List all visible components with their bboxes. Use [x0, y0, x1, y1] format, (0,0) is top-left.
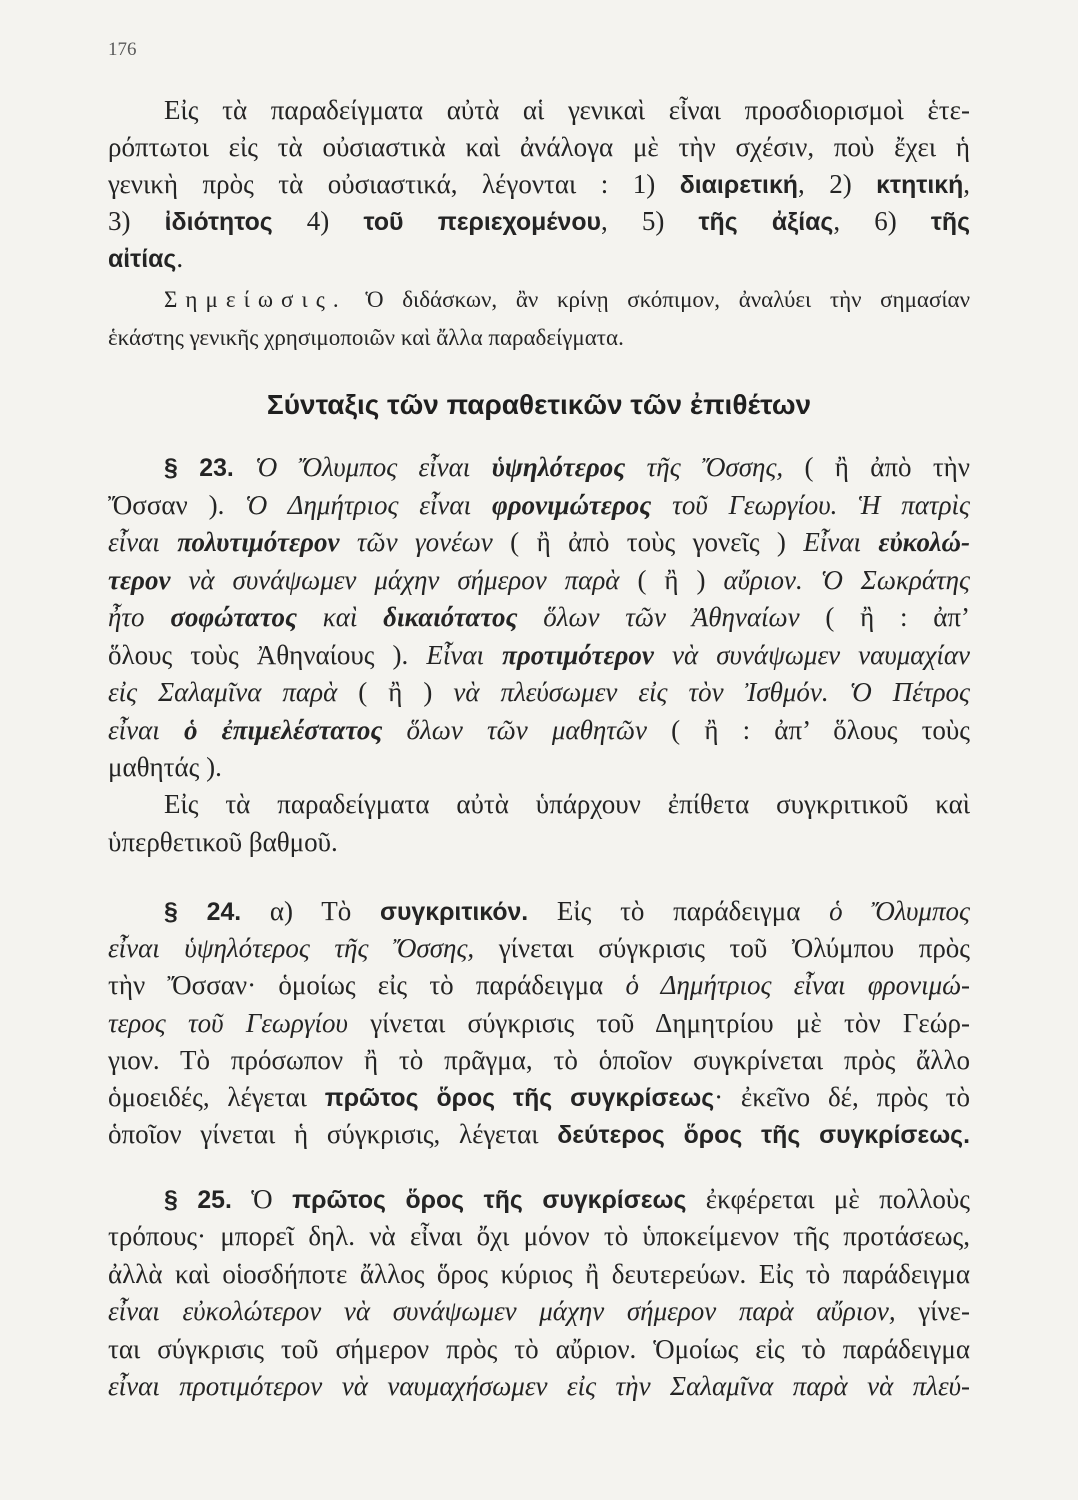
text-run: ὁμοειδές, λέγεται — [108, 1081, 325, 1112]
text-line — [108, 674, 970, 712]
line-text — [108, 1293, 970, 1330]
text-run: , — [963, 169, 971, 199]
bold-term: διαιρετική — [679, 172, 798, 199]
line-text — [108, 166, 970, 204]
line-text — [108, 129, 970, 166]
italic-example: τερος τοῦ Γεωργίου — [108, 1007, 348, 1038]
text-run: γενικὴ πρὸς τὰ οὐσιαστικά, λέγονται : 1) — [108, 169, 680, 199]
text-run: ( ἢ : ἀπ’ — [799, 602, 971, 632]
bold-term: αἰτίας — [108, 246, 177, 273]
bold-term: τοῦ περιεχομένου — [363, 209, 601, 236]
line-text — [108, 203, 970, 241]
section-23 — [108, 449, 970, 787]
line-text — [164, 893, 970, 931]
emphasized-adjective: ὁ ἐπιμελέστατος — [183, 714, 383, 745]
italic-example: εἶναι — [108, 527, 178, 557]
line-text — [108, 1005, 970, 1042]
line-text — [108, 967, 970, 1004]
text-line — [108, 240, 970, 277]
bold-term: ἰδιότητος — [164, 209, 273, 236]
text-run: ( ἢ ἀπὸ τὴν — [783, 452, 970, 482]
text-run: τρόπους· μπορεῖ δηλ. νὰ εἶναι ὄχι μόνον τὸ ὑποκείμενον τῆς προτάσεως, — [108, 1221, 970, 1252]
text-line — [108, 1331, 970, 1368]
line-text — [108, 1331, 970, 1368]
section-25 — [108, 1181, 970, 1405]
text-run: ἐκφέρεται μὲ πολλοὺς — [686, 1184, 970, 1214]
text-line — [108, 487, 970, 525]
text-run: ( ἢ ἀπὸ τοὺς γονεῖς ) — [492, 527, 804, 557]
italic-example: ὁ Ὄλυμπος — [829, 896, 970, 926]
text-line — [108, 1368, 970, 1405]
text-run: Εἰς τὰ παραδείγματα αὐτὰ αἱ γενικαὶ εἶναι προσδιορισμοὶ ἑτε- — [164, 95, 970, 125]
line-text — [108, 824, 338, 862]
italic-example: νὰ συνάψωμεν ναυμαχίαν — [653, 639, 970, 670]
line-text — [108, 749, 222, 787]
text-run: γιον. Τὸ πρόσωπον ἢ τὸ πρᾶγμα, τὸ ὁποῖον συγκρίνεται πρὸς ἄλλο — [108, 1044, 970, 1075]
text-line — [108, 786, 970, 824]
text-run: ὑπερθετικοῦ βαθμοῦ. — [108, 826, 338, 857]
bold-term: τῆς — [930, 209, 970, 236]
bold-term: δεύτερος ὅρος τῆς συγκρίσεως. — [557, 1122, 970, 1150]
line-text — [108, 1368, 970, 1405]
section-number: § 25. — [164, 1187, 232, 1214]
text-line — [108, 1218, 970, 1255]
italic-example: Ὁ Ὄλυμπος εἶναι — [233, 452, 492, 482]
italic-example: τῆς Ὄσσης, — [625, 452, 784, 482]
text-line — [108, 599, 970, 637]
text-line — [108, 562, 970, 600]
line-text — [164, 786, 970, 824]
text-line — [108, 129, 970, 166]
line-text — [164, 92, 970, 129]
text-run: μαθητάς ). — [108, 752, 222, 782]
text-line — [108, 1181, 970, 1218]
text-run: ( ἢ ) — [619, 564, 724, 595]
text-run: α) Τὸ — [241, 896, 380, 926]
page-number: 176 — [108, 39, 137, 60]
text-run: γίνεται σύγκρισις τοῦ Δημητρίου μὲ τὸν Γεώρ- — [347, 1007, 971, 1038]
text-line — [108, 449, 970, 487]
italic-example: ἦτο — [108, 602, 171, 632]
line-text — [108, 712, 970, 750]
italic-example: τῶν γονέων — [339, 527, 493, 557]
section-number: § 23. — [164, 455, 234, 482]
text-line — [108, 712, 970, 750]
emphasized-adjective: τερον — [108, 564, 171, 595]
italic-example: Εἶναι — [426, 639, 503, 670]
section-heading: Σύνταξις τῶν παραθετικῶν τῶν ἐπιθέτων — [266, 389, 812, 420]
italic-example: ὅλων τῶν μαθητῶν — [382, 714, 647, 745]
text-line — [108, 930, 970, 967]
italic-example: ὁ Δημήτριος εἶναι φρονιμώ- — [625, 970, 970, 1001]
italic-example: εἶναι ὑψηλότερος τῆς Ὄσσης, — [108, 933, 475, 964]
line-text — [108, 674, 970, 712]
line-text — [108, 637, 970, 675]
line-text — [108, 1218, 970, 1255]
text-run: 3) — [108, 206, 165, 236]
text-line — [108, 749, 970, 787]
intro-paragraph — [108, 92, 970, 277]
text-run: τὴν Ὄσσαν· ὁμοίως εἰς τὸ παράδειγμα — [108, 970, 626, 1001]
text-run: ( ἢ ) — [337, 677, 454, 707]
text-line — [108, 1079, 970, 1116]
bold-term: συγκριτικόν. — [379, 899, 529, 926]
text-line — [108, 1042, 970, 1079]
text-line — [108, 1005, 970, 1042]
text-line — [108, 824, 970, 862]
italic-example: νὰ συνάψωμεν μάχην σήμερον παρὰ — [170, 564, 620, 595]
emphasized-adjective: προτιμότερον — [502, 639, 654, 670]
text-run: Ὁ διδάσκων, ἂν κρίνῃ σκόπιμον, ἀναλύει τὴν σημασίαν — [346, 287, 970, 312]
line-text — [108, 487, 970, 525]
text-line — [108, 281, 970, 319]
emphasized-adjective: πολυτιμότερον — [177, 527, 340, 557]
text-line — [108, 524, 970, 562]
text-run: ὁποῖον γίνεται ἡ σύγκρισις, λέγεται — [108, 1119, 558, 1150]
text-run: Ὄσσαν ). — [108, 489, 246, 520]
emphasized-adjective: ὑψηλότερος — [491, 452, 626, 482]
emphasized-adjective: δικαιότατος — [383, 602, 518, 632]
text-line — [108, 637, 970, 675]
degrees-paragraph — [108, 786, 970, 861]
line-text — [108, 524, 970, 562]
text-run: Ὁ — [231, 1184, 293, 1214]
bold-term: τῆς ἀξίας — [698, 209, 834, 236]
note-label: Σημείωσις. — [164, 287, 347, 312]
italic-example: εἶναι προτιμότερον νὰ ναυμαχήσωμεν εἰς τὴν Σαλαμῖνα παρὰ νὰ πλεύ- — [108, 1370, 970, 1401]
text-run: ( ἢ : ἀπ’ ὅλους τοὺς — [646, 714, 970, 745]
bold-term: πρῶτος ὅρος τῆς συγκρίσεως — [324, 1084, 715, 1112]
line-text — [108, 1116, 970, 1154]
text-line — [108, 203, 970, 240]
text-line — [108, 319, 970, 357]
line-text — [164, 449, 970, 488]
italic-example: ὅλων τῶν Ἀθηναίων — [517, 602, 800, 632]
text-line — [108, 1116, 970, 1153]
italic-example: εἰς Σαλαμῖνα παρὰ — [108, 677, 338, 707]
italic-example: Εἶναι — [803, 527, 879, 557]
italic-example: καὶ — [297, 602, 384, 632]
line-text — [108, 319, 624, 357]
line-text — [108, 562, 970, 600]
text-run: 4) — [272, 206, 364, 236]
text-run: Εἰς τὸ παράδειγμα — [528, 896, 830, 926]
line-text — [108, 1256, 970, 1293]
text-run: . — [176, 243, 184, 273]
italic-example: εἶναι εὐκολώτερον νὰ συνάψωμεν μάχην σήμερον παρὰ αὔριον, — [108, 1296, 896, 1327]
text-line — [108, 1293, 970, 1330]
emphasized-adjective: σοφώτατος — [170, 602, 297, 632]
text-run: · ἐκεῖνο δέ, πρὸς τὸ — [714, 1081, 971, 1112]
text-run: γίνε- — [895, 1296, 970, 1327]
text-line — [108, 166, 970, 203]
italic-example: εἶναι — [108, 714, 184, 745]
text-line — [108, 92, 970, 129]
line-text — [108, 930, 970, 967]
text-run: γίνεται σύγκρισις τοῦ Ὀλύμπου πρὸς — [474, 933, 970, 964]
text-line — [108, 1256, 970, 1293]
text-run: , 2) — [797, 169, 877, 199]
text-run: ἑκάστης γενικῆς χρησιμοποιῶν καὶ ἄλλα παραδείγματα. — [108, 325, 624, 350]
line-text — [108, 1079, 970, 1117]
text-run: , 5) — [600, 206, 699, 236]
text-run: ται σύγκρισις τοῦ σήμερον πρὸς τὸ αὔριον. Ὁμοίως εἰς τὸ παράδειγμα — [108, 1333, 970, 1364]
italic-example: νὰ πλεύσωμεν εἰς τὸν Ἰσθμόν. Ὁ Πέτρος — [453, 677, 970, 707]
italic-example: Ὁ Δημήτριος εἶναι — [245, 489, 492, 520]
section-number: § 24. — [164, 899, 242, 926]
text-run: ὅλους τοὺς Ἀθηναίους ). — [108, 639, 427, 670]
teacher-note — [108, 281, 970, 357]
text-run: ρόπτωτοι εἰς τὰ οὐσιαστικὰ καὶ ἀνάλογα μὲ τὴν σχέσιν, ποὺ ἔχει ἡ — [108, 132, 970, 162]
text-line — [108, 967, 970, 1004]
bold-term: κτητική — [876, 172, 964, 199]
text-run: ἀλλὰ καὶ οἱοσδήποτε ἄλλος ὅρος κύριος ἢ δευτερεύων. Εἰς τὸ παράδειγμα — [108, 1258, 970, 1289]
line-text — [164, 1181, 970, 1219]
text-line — [108, 893, 970, 930]
emphasized-adjective: εὐκολώ- — [878, 527, 970, 557]
text-run: Εἰς τὰ παραδείγματα αὐτὰ ὑπάρχουν ἐπίθετα συγκριτικοῦ καὶ — [164, 789, 970, 819]
line-text — [108, 1042, 970, 1079]
italic-example: αὔριον. Ὁ Σωκράτης — [723, 564, 971, 595]
line-text — [164, 281, 970, 319]
line-text — [108, 240, 183, 278]
text-run: , 6) — [833, 206, 931, 236]
emphasized-adjective: φρονιμώτερος — [491, 489, 652, 520]
italic-example: τοῦ Γεωργίου. Ἡ πατρὶς — [651, 489, 970, 520]
line-text — [108, 599, 970, 637]
section-24 — [108, 893, 970, 1153]
bold-term: πρῶτος ὅρος τῆς συγκρίσεως — [292, 1187, 687, 1214]
